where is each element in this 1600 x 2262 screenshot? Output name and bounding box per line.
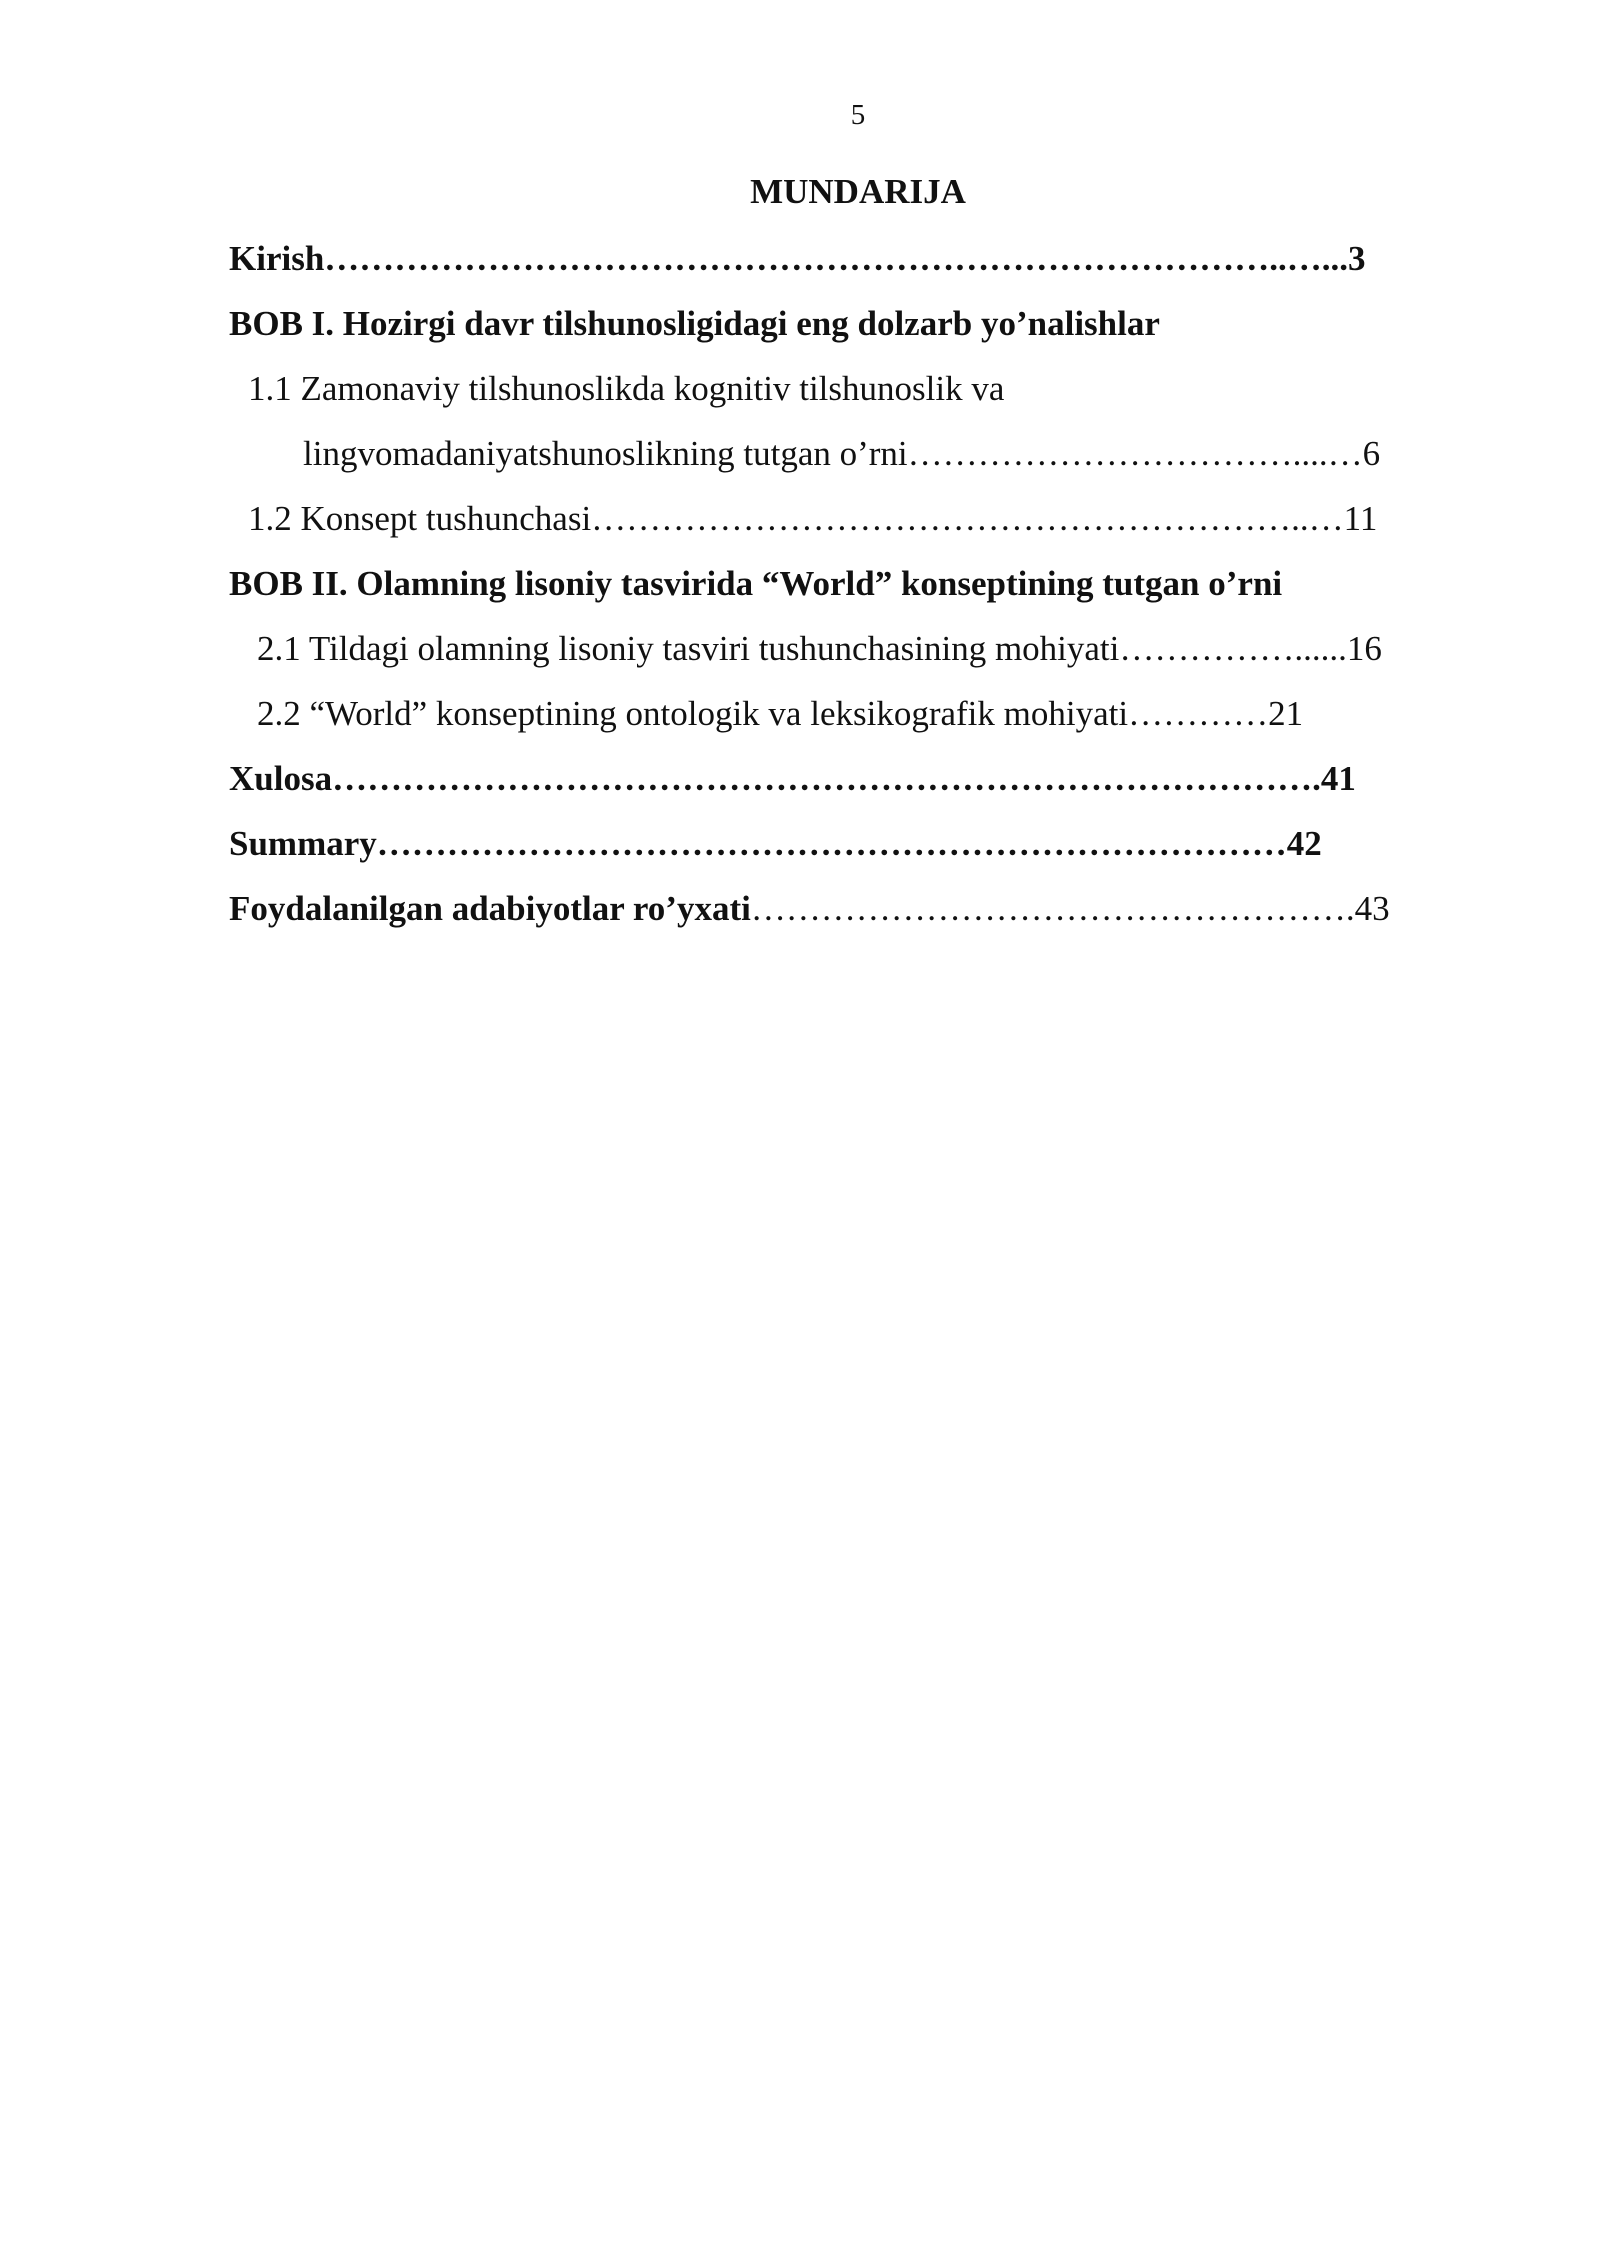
page-number: 5 (850, 99, 866, 131)
toc-entry-1-1 (248, 367, 1004, 411)
toc-entry-text: 1.2 Konsept tushunchasi……………………………………………………..…11 (248, 499, 1378, 538)
toc-entry-adabiyotlar (229, 887, 1390, 931)
toc-entry-2-2 (257, 692, 1303, 736)
toc-entry-bob-1 (229, 302, 1160, 346)
toc-entry-text: Kirish………………………………………………………………………..…...3 (229, 239, 1366, 278)
toc-entry-label: Foydalanilgan adabiyotlar ro’yxati (229, 889, 751, 928)
toc-entry-text: 2.2 “World” konseptining ontologik va leksikografik mohiyati…………21 (257, 694, 1304, 733)
toc-entry-text: 2.1 Tildagi olamning lisoniy tasviri tushunchasining mohiyati……………......16 (257, 629, 1382, 668)
toc-title: MUNDARIJA (750, 172, 966, 211)
toc-entry-text: BOB I. Hozirgi davr tilshunosligidagi eng dolzarb yo’nalishlar (229, 304, 1160, 343)
toc-entry-1-1-continued (303, 432, 1380, 476)
toc-entry-xulosa (229, 757, 1356, 801)
toc-entry-text: BOB II. Olamning lisoniy tasvirida “World” konseptining tutgan o’rni (229, 564, 1283, 603)
toc-entry-text: lingvomadaniyatshunoslikning tutgan o’rni……………………………....…6 (303, 434, 1381, 473)
toc-entry-text: Xulosa………………………………………………………………………….41 (229, 759, 1356, 798)
toc-entry-text: 1.1 Zamonaviy tilshunoslikda kognitiv tilshunoslik va (248, 369, 1005, 408)
toc-entry-text: Summary……………………………………………………………………42 (229, 824, 1322, 863)
toc-entry-leader: …………………………………………….43 (750, 889, 1390, 928)
toc-entry-summary (229, 822, 1322, 866)
toc-entry-kirish (229, 237, 1444, 281)
toc-entry-1-2 (248, 497, 1377, 541)
toc-entry-bob-2 (229, 562, 1282, 606)
toc-entry-2-1 (257, 627, 1382, 671)
